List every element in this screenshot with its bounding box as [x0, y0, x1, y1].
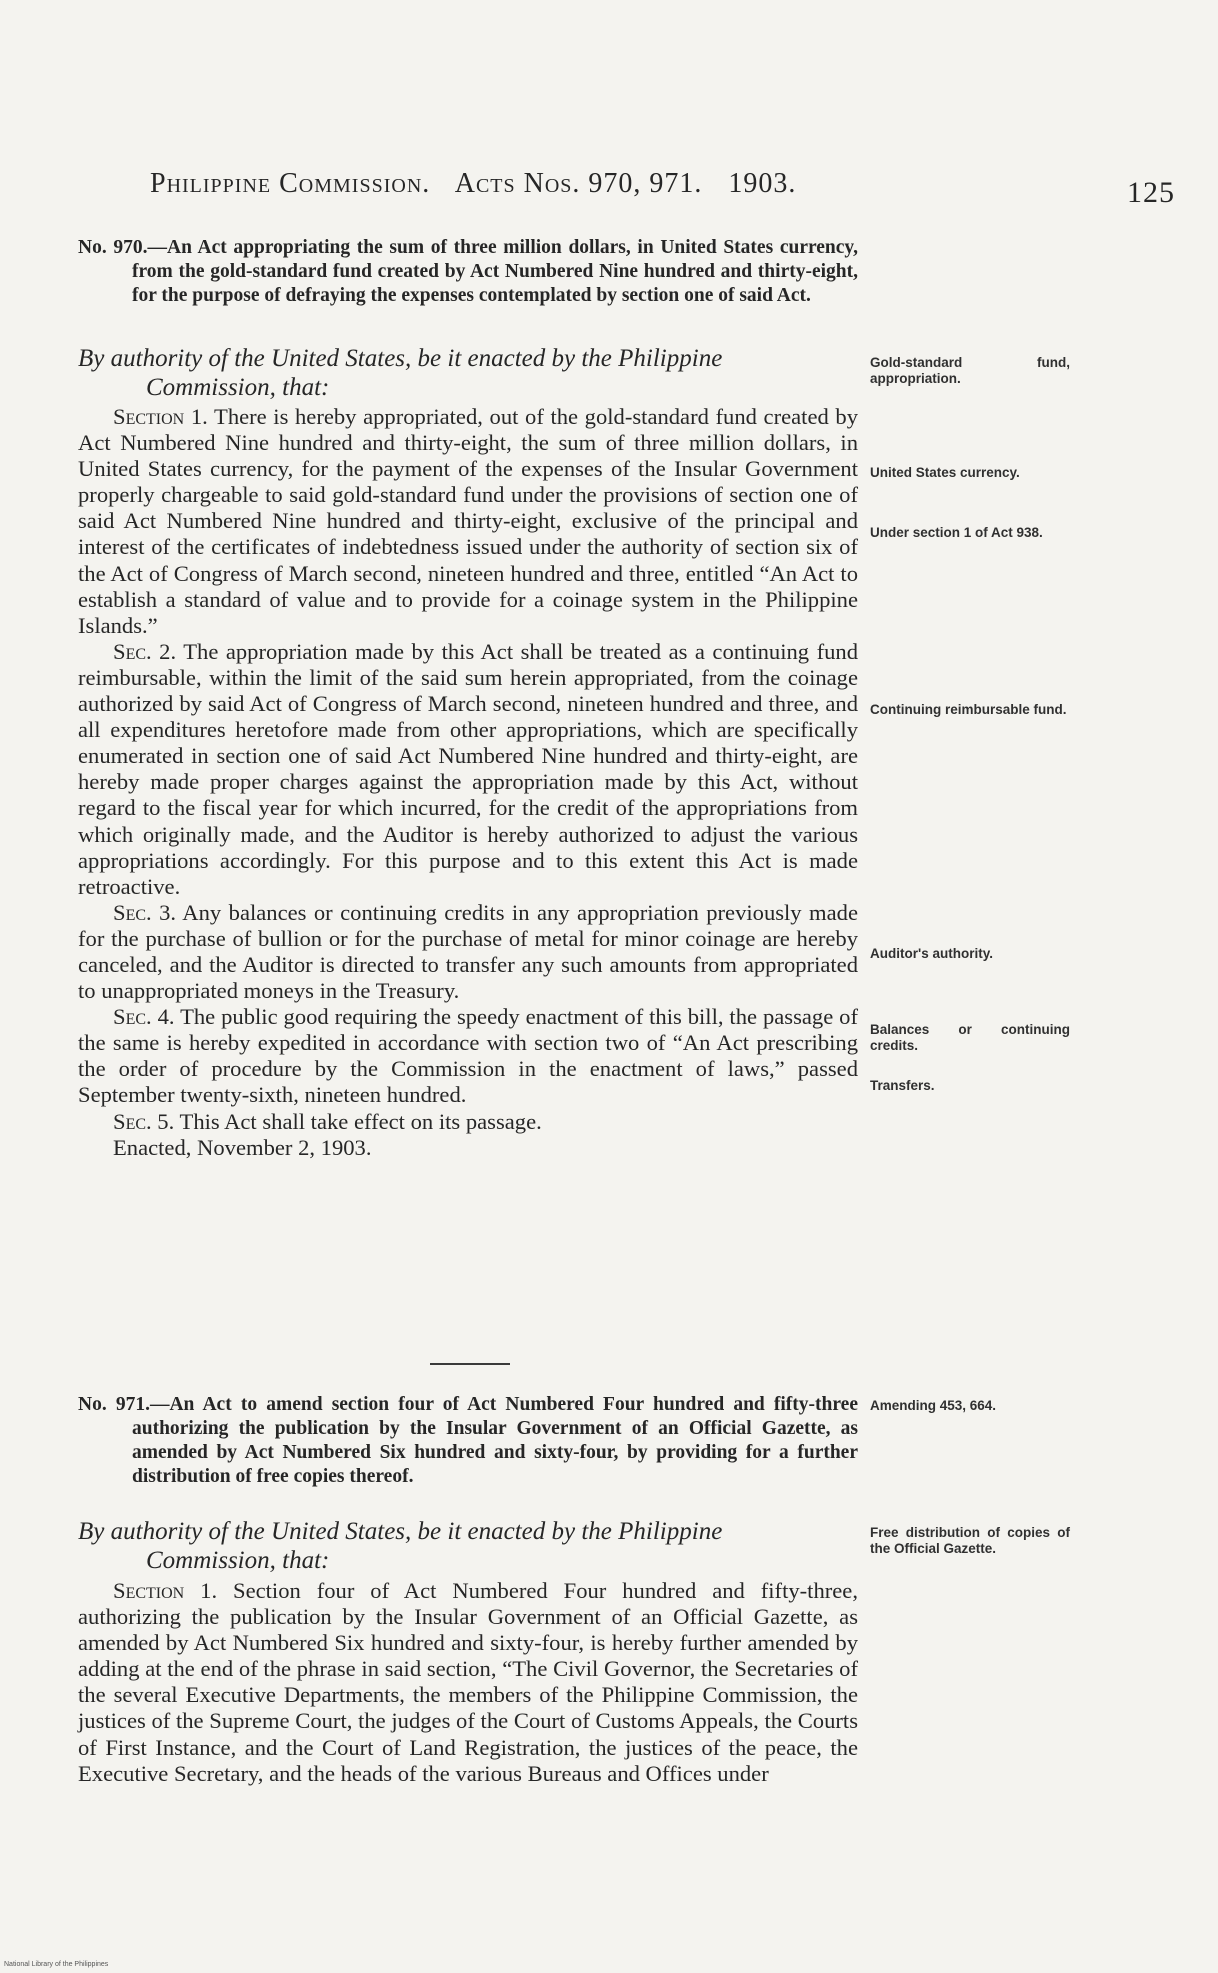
year: 1903. — [728, 168, 797, 199]
margin-note-us-currency: United States currency. — [870, 465, 1020, 480]
section-5 — [78, 1109, 858, 1135]
margin-note-continuing-fund: Continuing reimbursable fund. — [870, 702, 1067, 717]
margin-note-amending: Amending 453, 664. — [870, 1398, 997, 1413]
act-970-enacting-clause — [78, 344, 858, 402]
section-lead: Section 1. — [113, 404, 208, 429]
section-1 — [78, 1578, 858, 1787]
act-970-body — [78, 404, 858, 1161]
enacting-line: Commission, that: — [146, 1547, 330, 1574]
section-text: Any balances or continuing credits in any appropriation previously made for the purchase of bullion or for the purchase of metal for minor coinage are hereby canceled, and the Auditor is directed to transfer any such amounts from appropriated to unappropriated moneys in the Treasury. — [78, 899, 858, 1004]
section-text: Section four of Act Numbered Four hundred and fifty-three, authorizing the publication by the Insular Government of an Official Gazette, as amended by Act Numbered Six hundred and sixty-four, is hereby further amended by adding at the end of the phrase in said section, “The Civil Governor, the Secretaries of the several Executive Departments, the members of the Philippine Commission, the justices of the Supreme Court, the judges of the Court of Customs Appeals, the Courts of First Instance, and the Court of Land Registration, the justices of the peace, the Executive Secretary, and the heads of the various Bureaus and Offices under — [78, 1578, 858, 1786]
section-text: There is hereby appropriated, out of the gold-standard fund created by Act Numbered Nine hundred and thirty-eight, the sum of three million dollars, in United States currency, for the payment of the expenses of the Insular Government properly chargeable to said gold-standard fund under the provisions of section one of said Act Numbered Nine hundred and thirty-eight, exclusive of the principal and interest of the certificates of indebtedness issued under the authority of section six of the Act of Congress of March second, nineteen hundred and three, entitled “An Act to establish a standard of value and to provide for a coinage system in the Philippine Islands.” — [78, 404, 858, 638]
enacting-line: By authority of the United States, be it enacted by the Philippine — [78, 1518, 723, 1545]
enacted-date: Enacted, November 2, 1903. — [113, 1134, 372, 1160]
section-lead: Sec. 4. — [113, 1004, 175, 1030]
section-text: The public good requiring the speedy enactment of this bill, the passage of the same is hereby expedited in accordance with section two of “An Act prescribing the order of procedure by the Commission in the enactment of laws,” passed September twenty-sixth, nineteen hundred. — [78, 1004, 858, 1108]
commission-name: Philippine Commission. — [150, 168, 431, 199]
margin-note-free-distribution: Free distribution of copies of the Official Gazette. — [870, 1525, 1070, 1556]
section-lead: Sec. 2. — [113, 638, 177, 664]
section-2 — [78, 639, 858, 900]
section-text: The appropriation made by this Act shall be treated as a continuing fund reimbursable, within the limit of the said sum herein appropriated, from the coinage authorized by said Act of Congress of March second, nineteen hundred and three, and all expenditures heretofore made from other appropriations, which are specifically enumerated in section one of said Act Numbered Nine hundred and thirty-eight, are hereby made proper charges against the appropriation made by this Act, without regard to the fiscal year for which incurred, for the credit of the appropriations from which originally made, and the Auditor is hereby authorized to adjust the various appropriations accordingly. For this purpose and to this extent this Act is made retroactive. — [78, 638, 858, 899]
enacting-line: By authority of the United States, be it enacted by the Philippine — [78, 345, 723, 372]
section-lead: Sec. 5. — [113, 1108, 175, 1134]
running-head — [150, 168, 1010, 200]
margin-note-transfers: Transfers. — [870, 1078, 935, 1093]
margin-note-balances: Balances or continuing credits. — [870, 1022, 1070, 1053]
section-lead: Sec. 3. — [113, 899, 177, 925]
act-numbers: Acts Nos. 970, 971. — [454, 168, 703, 199]
margin-note-auditor: Auditor's authority. — [870, 946, 993, 961]
act-971-body — [78, 1578, 858, 1787]
act-970-title: No. 970.—An Act appropriating the sum of three million dollars, in United States currency, from the gold-standard fund created by Act Numbered Nine hundred and thirty-eight, for the purpose of defraying the expenses contemplated by section one of said Act. — [78, 237, 858, 306]
section-4 — [78, 1004, 858, 1108]
section-divider — [430, 1363, 510, 1365]
section-text: This Act shall take effect on its passage. — [179, 1108, 542, 1134]
section-1 — [78, 404, 858, 639]
margin-note-under-section: Under section 1 of Act 938. — [870, 525, 1043, 540]
page-number: 125 — [1127, 176, 1175, 209]
act-971-enacting-clause — [78, 1517, 858, 1575]
enacting-line: Commission, that: — [146, 374, 330, 401]
act-971-title: No. 971.—An Act to amend section four of Act Numbered Four hundred and fifty-three authorizing the publication by the Insular Government of an Official Gazette, as amended by Act Numbered Six hundred and sixty-four, by providing for a further distribution of free copies thereof. — [78, 1394, 858, 1487]
margin-note-gold-standard: Gold-standard fund, appropriation. — [870, 355, 1070, 386]
scan-footer: National Library of the Philippines — [4, 1961, 109, 1968]
section-3 — [78, 900, 858, 1004]
section-lead: Section 1. — [113, 1578, 218, 1603]
